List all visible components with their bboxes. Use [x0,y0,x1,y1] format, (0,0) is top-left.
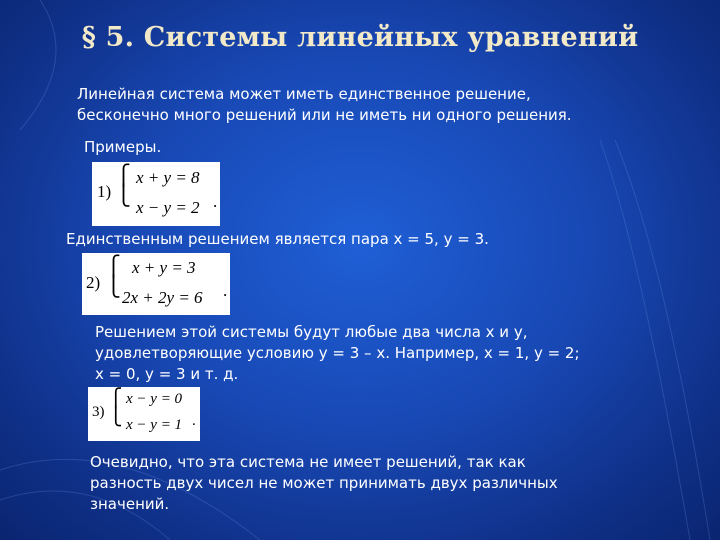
intro-line-2: бесконечно много решений или не иметь ни одного решения. [77,106,572,124]
example-number: 1) [97,182,112,201]
equation-end: . [223,281,228,300]
example-2-result-line-3: x = 0, y = 3 и т. д. [95,365,239,383]
intro-line-1: Линейная система может иметь единственное решение, [77,85,531,103]
equation-line: x + y = 3 [132,258,196,277]
example-3-result [90,452,558,515]
page-title: § 5. Системы линейных уравнений [81,22,639,53]
examples-label: Примеры. [84,138,162,156]
example-2-result-line-1: Решением этой системы будут любые два числа x и y, [95,323,528,341]
brace-icon: ⎧ ⎩ [109,388,123,426]
equation-line: x − y = 0 [126,391,183,407]
equation-system-2 [82,253,230,315]
equation-line: 2x + 2y = 6 [122,288,203,307]
equation-line: x + y = 8 [136,168,200,187]
equation-line: x − y = 1 [126,417,183,433]
example-2-result-line-2: удовлетворяющие условию y = 3 – x. Например, x = 1, y = 2; [95,344,580,362]
equation-end: . [213,192,218,211]
example-1-result: Единственным решением является пара x = 5, y = 3. [66,230,489,248]
example-3-result-line-3: значений. [90,495,170,513]
example-number: 3) [92,404,105,420]
example-2-result [95,322,580,385]
equation-line: x − y = 2 [136,198,200,217]
equation-end: . [192,413,196,429]
example-3-result-line-2: разность двух чисел не может принимать двух различных [90,474,558,492]
equation-system-3 [88,387,200,441]
brace-icon: ⎧ ⎩ [116,165,131,207]
example-3-result-line-1: Очевидно, что эта система не имеет решений, так как [90,453,526,471]
brace-icon: ⎧ ⎩ [106,256,121,298]
example-number: 2) [86,273,101,292]
equation-system-1 [92,162,220,226]
intro-text [77,84,572,126]
